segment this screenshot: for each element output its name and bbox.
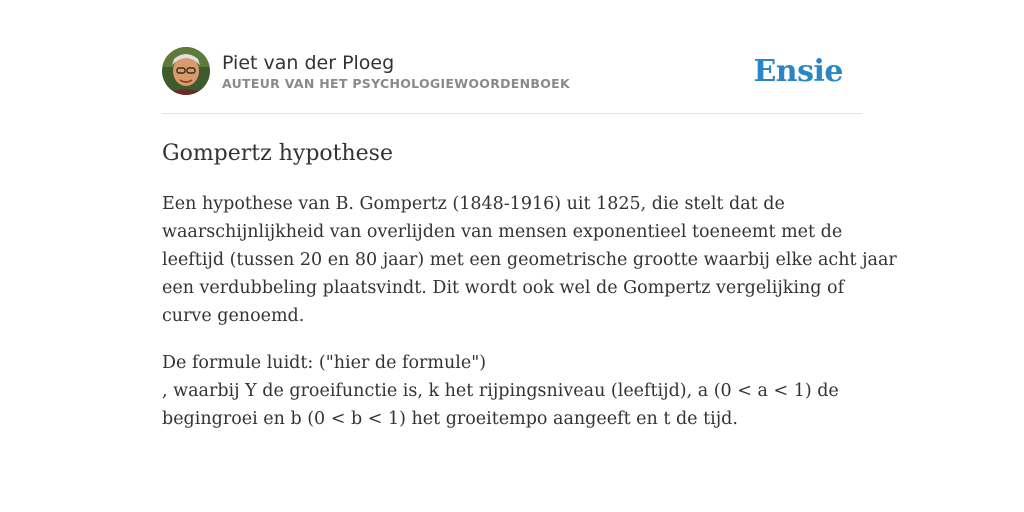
article-card [162, 46, 897, 433]
header-divider [162, 113, 862, 114]
card-header [162, 46, 862, 96]
author-avatar[interactable] [162, 47, 210, 95]
person-photo-icon [162, 47, 210, 95]
paragraph-line: begingroei en b (0 < b < 1) het groeitempo aangeeft en t de tijd. [162, 409, 738, 429]
paragraph-line: De formule luidt: ("hier de formule") [162, 353, 487, 373]
paragraph-line: curve genoemd. [162, 306, 305, 326]
paragraph-line: waarschijnlijkheid van overlijden van mensen exponentieel toeneemt met de [162, 222, 843, 242]
article-title: Gompertz hypothese [162, 141, 393, 166]
brand-logo[interactable]: Ensie [753, 53, 843, 89]
article-paragraph-2 [162, 349, 862, 433]
paragraph-line: Een hypothese van B. Gompertz (1848-1916) uit 1825, die stelt dat de [162, 194, 785, 214]
paragraph-line: leeftijd (tussen 20 en 80 jaar) met een geometrische grootte waarbij elke acht jaar [162, 250, 897, 270]
author-name[interactable]: Piet van der Ploeg [222, 52, 395, 74]
author-info [222, 51, 570, 91]
author-role: AUTEUR VAN HET PSYCHOLOGIEWOORDENBOEK [222, 76, 570, 91]
paragraph-line: een verdubbeling plaatsvindt. Dit wordt ook wel de Gompertz vergelijking of [162, 278, 845, 298]
paragraph-line: , waarbij Y de groeifunctie is, k het rijpingsniveau (leeftijd), a (0 < a < 1) de [162, 381, 839, 401]
article-paragraph-1 [162, 190, 897, 330]
